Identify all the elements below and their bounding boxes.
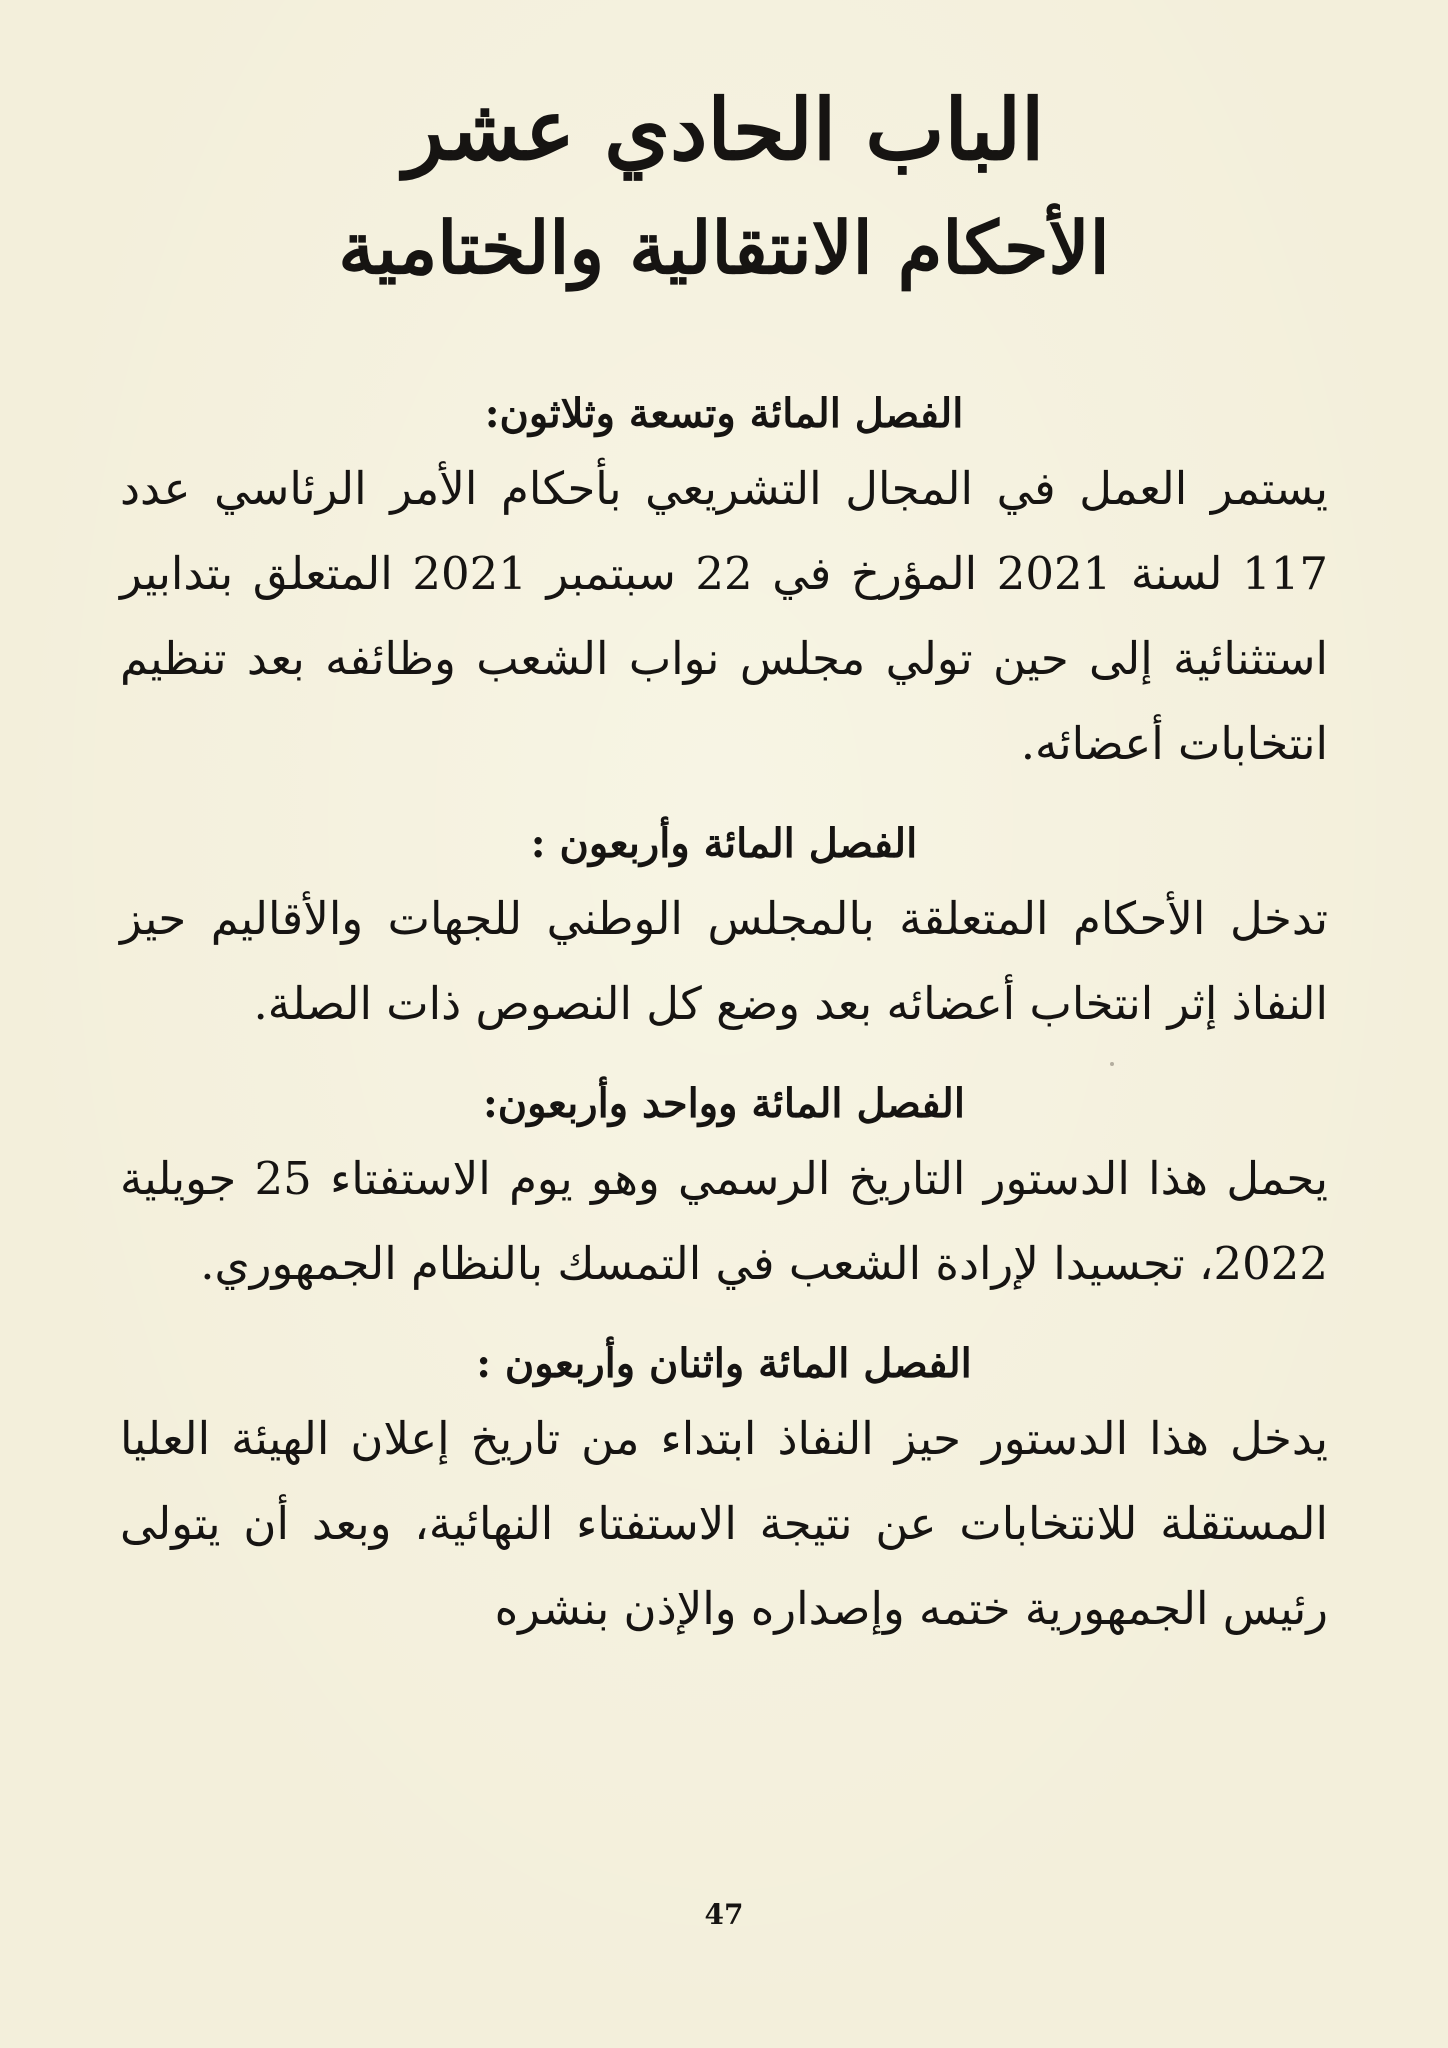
page-number: 47 bbox=[704, 1898, 744, 1931]
page-content bbox=[120, 80, 1328, 1651]
articles-list bbox=[120, 386, 1328, 1651]
article-139 bbox=[120, 386, 1328, 786]
article-body: يستمر العمل في المجال التشريعي بأحكام الأمر الرئاسي عدد 117 لسنة 2021 المؤرخ في 22 سبتمبر 2021 المتعلق بتدابير استثنائية إلى حين تولي مجلس نواب الشعب وظائفه بعد تنظيم انتخابات أعضائه. bbox=[120, 462, 1329, 770]
chapter-subtitle: الأحكام الانتقالية والختامية bbox=[338, 205, 1110, 290]
article-heading: الفصل المائة وواحد وأربعون: bbox=[483, 1080, 965, 1127]
paper-speck bbox=[1110, 1062, 1114, 1066]
article-body: تدخل الأحكام المتعلقة بالمجلس الوطني للجهات والأقاليم حيز النفاذ إثر انتخاب أعضائه بعد وضع كل النصوص ذات الصلة. bbox=[120, 892, 1328, 1030]
article-141 bbox=[120, 1076, 1328, 1306]
article-body: يدخل هذا الدستور حيز النفاذ ابتداء من تاريخ إعلان الهيئة العليا المستقلة للانتخابات عن نتيجة الاستفتاء النهائية، وبعد أن يتولى رئيس الجمهورية ختمه وإصداره والإذن بنشره bbox=[120, 1412, 1328, 1635]
article-142 bbox=[120, 1336, 1328, 1651]
article-heading: الفصل المائة واثنان وأربعون : bbox=[476, 1340, 972, 1387]
article-140 bbox=[120, 816, 1328, 1046]
article-heading: الفصل المائة وأربعون : bbox=[530, 820, 918, 867]
article-heading: الفصل المائة وتسعة وثلاثون: bbox=[484, 390, 964, 437]
article-body: يحمل هذا الدستور التاريخ الرسمي وهو يوم الاستفتاء 25 جويلية 2022، تجسيدا لإرادة الشعب في التمسك بالنظام الجمهوري. bbox=[120, 1152, 1328, 1290]
chapter-title: الباب الحادي عشر bbox=[403, 80, 1045, 179]
